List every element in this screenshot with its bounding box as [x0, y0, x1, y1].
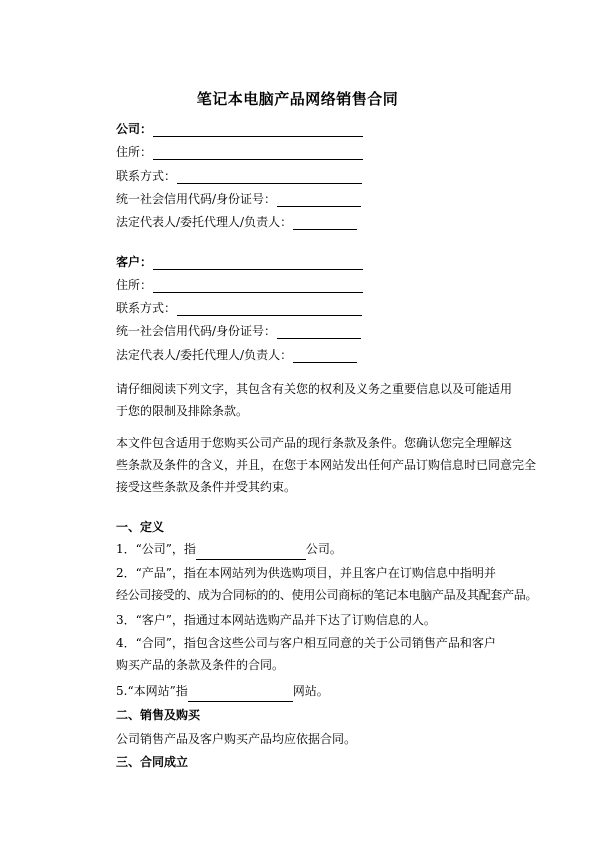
customer-name-row	[116, 254, 363, 270]
definition-5-prefix: 5.“本网站”指	[116, 684, 188, 698]
customer-legal-rep-blank	[293, 350, 357, 363]
document-title: 笔记本电脑产品网络销售合同	[196, 90, 399, 108]
section-3-heading: 三、合同成立	[116, 755, 189, 769]
definition-1-prefix: 1．“公司”，指	[116, 542, 196, 556]
section-1-heading: 一、定义	[116, 520, 165, 534]
customer-legal-rep-row	[116, 347, 357, 363]
company-credit-code-blank	[277, 194, 361, 207]
company-name-row	[116, 121, 363, 137]
intro-paragraph-2	[116, 432, 537, 498]
company-label: 公司：	[116, 122, 153, 136]
customer-contact-label: 联系方式：	[116, 301, 177, 315]
company-address-label: 住所：	[116, 145, 153, 159]
company-address-row	[116, 144, 363, 160]
intro-p1-line2: 于您的限制及排除条款。	[116, 404, 249, 418]
definition-4-line2: 购买产品的条款及条件的合同。	[116, 658, 285, 672]
definition-1-suffix: 公司。	[305, 542, 342, 556]
intro-p2-line3: 接受这些条款及条件并受其约束。	[116, 480, 297, 494]
definition-2-line1: 2．“产品”，指在本网站列为供选购项目，并且客户在订购信息中指明并	[116, 566, 496, 580]
company-credit-code-label: 统一社会信用代码/身份证号：	[116, 192, 277, 206]
definition-5-suffix: 网站。	[292, 684, 329, 698]
customer-address-blank	[153, 280, 363, 293]
customer-address-row	[116, 277, 363, 293]
definition-1-blank	[196, 547, 306, 560]
company-legal-rep-row	[116, 214, 357, 230]
definition-4-line1: 4．“合同”，指包含这些公司与客户相互同意的关于公司销售产品和客户	[116, 636, 496, 650]
customer-credit-code-label: 统一社会信用代码/身份证号：	[116, 324, 277, 338]
customer-address-label: 住所：	[116, 278, 153, 292]
definition-5-blank	[188, 689, 293, 702]
company-legal-rep-blank	[293, 217, 357, 230]
customer-label: 客户：	[116, 255, 153, 269]
company-contact-row	[116, 168, 362, 184]
company-legal-rep-label: 法定代表人/委托代理人/负责人：	[116, 215, 293, 229]
customer-contact-blank	[177, 303, 362, 316]
section-2-body: 公司销售产品及客户购买产品均应依据合同。	[116, 732, 357, 746]
definition-2-line2: 经公司接受的、成为合同标的的、使用公司商标的笔记本电脑产品及其配套产品。	[116, 588, 538, 602]
intro-p2-line2: 些条款及条件的含义，并且，在您于本网站发出任何产品订购信息时已同意完全	[116, 458, 537, 472]
customer-contact-row	[116, 300, 362, 316]
intro-paragraph-1	[116, 378, 513, 422]
company-name-blank	[153, 124, 363, 137]
definition-item-2	[116, 562, 538, 606]
company-address-blank	[153, 147, 363, 160]
section-2-heading: 二、销售及购买	[116, 708, 201, 722]
intro-p1-line1: 请仔细阅读下列文字，其包含有关您的权利及义务之重要信息以及可能适用	[116, 382, 513, 396]
definition-item-5	[116, 680, 482, 702]
definition-item-4	[116, 632, 496, 676]
customer-legal-rep-label: 法定代表人/委托代理人/负责人：	[116, 348, 293, 362]
definition-3-text: 3．“客户”，指通过本网站选购产品并下达了订购信息的人。	[116, 613, 436, 627]
section-2-text	[116, 728, 482, 750]
company-credit-code-row	[116, 191, 361, 207]
company-contact-label: 联系方式：	[116, 169, 177, 183]
intro-p2-line1: 本文件包含适用于您购买公司产品的现行条款及条件。您确认您完全理解这	[116, 436, 513, 450]
customer-name-blank	[153, 257, 363, 270]
definition-item-1	[116, 538, 482, 560]
customer-credit-code-blank	[277, 326, 361, 339]
customer-credit-code-row	[116, 323, 361, 339]
company-contact-blank	[177, 171, 362, 184]
definition-item-3	[116, 609, 482, 631]
